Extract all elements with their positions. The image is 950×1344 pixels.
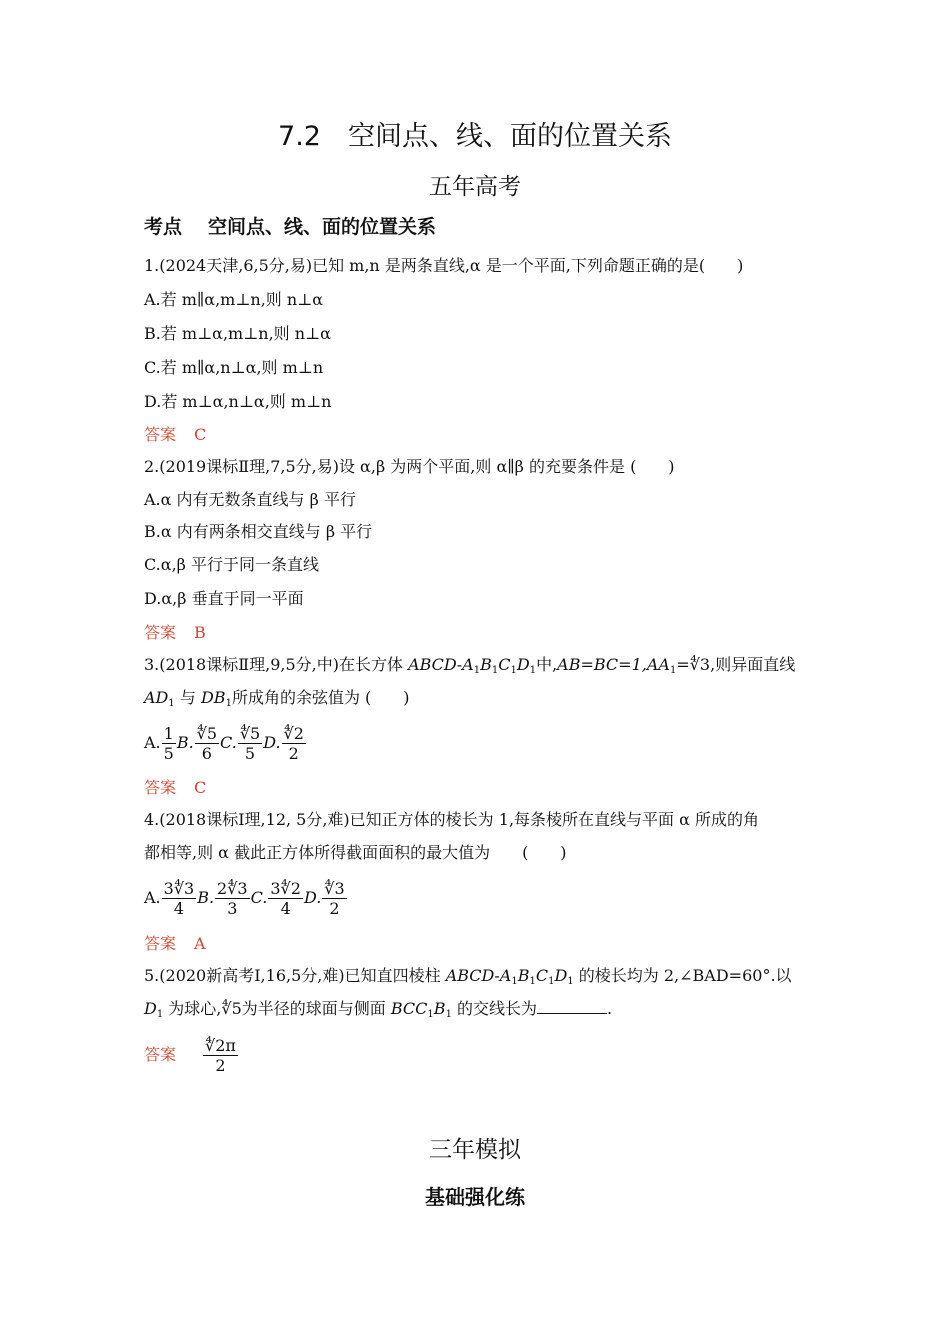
q4-options <box>144 875 348 921</box>
q5-stem2-mid2: 为半径的球面与侧面 <box>241 999 386 1018</box>
q1-option-c: C.若 m∥α,n⊥α,则 m⊥n <box>144 358 324 377</box>
answer-label: 答案 <box>144 778 177 797</box>
q3-stem-line2: $AD_1$ 与 $DB_1$所成角的余弦值为 ( ) <box>144 688 410 709</box>
q1-option-a: A.若 m∥α,m⊥n,则 n⊥α <box>144 290 324 309</box>
q1-option-b: B.若 m⊥α,m⊥n,则 n⊥α <box>144 324 331 343</box>
kaodian-heading <box>144 212 436 239</box>
q5-stem-line1: 5.(2020新高考Ⅰ,16,5分,难)已知直四棱柱 ABCD-$A_1B_1C_1D_1$ 的棱长均为 2,∠BAD=60°.以 <box>144 966 792 987</box>
q3-line2-end: 所成角的余弦值为 ( ) <box>231 688 410 707</box>
q3-options <box>144 720 307 766</box>
q4-option-a-label: A. <box>144 888 161 907</box>
q2-option-a: A.α 内有无数条直线与 β 平行 <box>144 490 356 509</box>
q2-option-d: D.α,β 垂直于同一平面 <box>144 589 304 608</box>
subsection-heading-basic: 基础强化练 <box>425 1185 525 1209</box>
q5-stem2-rad: ∜5 <box>221 999 242 1018</box>
q2-option-c: C.α,β 平行于同一条直线 <box>144 555 319 574</box>
q5-stem2-end: 的交线长为 <box>457 999 538 1018</box>
answer-label: 答案 <box>144 1045 177 1064</box>
q4-option-d-label: D. <box>303 888 322 907</box>
q5-stem2-mid: 为球心, <box>168 999 222 1018</box>
q3-option-b-frac: $\frac{∜5}{6}$ <box>196 723 218 763</box>
q3-stem-pre: 3.(2018课标Ⅱ理,9,5分,中)在长方体 <box>144 655 403 674</box>
q3-stem-eq: AB=BC=1,AA <box>557 655 670 674</box>
q1-answer <box>144 424 206 446</box>
q4-stem-line2: 都相等,则 α 截此正方体所得截面面积的最大值为 ( ) <box>144 843 567 862</box>
q5-stem1-post: 的棱长均为 2,∠BAD=60°.以 <box>578 966 792 985</box>
page-title: 7.2 空间点、线、面的位置关系 <box>278 121 672 152</box>
q3-stem-val: =∜3,则异面直线 <box>676 655 796 674</box>
q4-option-c-frac: $\frac{3∜2}{4}$ <box>270 878 301 918</box>
q1-option-d: D.若 m⊥α,n⊥α,则 m⊥n <box>144 392 332 411</box>
answer-blank <box>537 999 607 1014</box>
q3-stem-mid: 中, <box>536 655 558 674</box>
answer-label: 答案 <box>144 425 177 444</box>
q2-stem: 2.(2019课标Ⅱ理,7,5分,易)设 α,β 为两个平面,则 α∥β 的充要条件是 ( ) <box>144 457 675 476</box>
q1-answer-value: C <box>194 425 207 444</box>
q3-stem: 3.(2018课标Ⅱ理,9,5分,中)在长方体 ABCD-$A_1B_1C_1D_1$中$,AB=BC=1,AA_1=∜3$,则异面直线 <box>144 655 796 676</box>
q4-option-c-label: C. <box>250 888 268 907</box>
q2-answer-value: B <box>194 623 206 642</box>
q3-option-c-frac: $\frac{∜5}{5}$ <box>239 723 261 763</box>
q4-option-a-frac: $\frac{3∜3}{4}$ <box>163 878 195 918</box>
q4-answer <box>144 933 206 955</box>
q3-option-c-label: C. <box>220 733 237 752</box>
kaodian-label: 考点 <box>144 216 183 238</box>
section-heading-five-years: 五年高考 <box>429 174 521 200</box>
q4-answer-value: A <box>194 934 206 953</box>
q4-option-b-label: B. <box>197 888 215 907</box>
q5-stem-line2: $D_1$ 为球心,∜5为半径的球面与侧面 $BCC_1B_1$ 的交线长为 . <box>144 999 613 1020</box>
q3-line2-mid: 与 <box>179 688 196 707</box>
q3-option-a-label: A. <box>144 733 161 752</box>
q5-answer <box>144 1032 239 1078</box>
q4-stem-line1: 4.(2018课标Ⅰ理,12, 5分,难)已知正方体的棱长为 1,每条棱所在直线与平面 α 所成的角 <box>144 810 760 829</box>
q1-stem: 1.(2024天津,6,5分,易)已知 m,n 是两条直线,α 是一个平面,下列命题正确的是( ) <box>144 256 744 275</box>
q2-option-b: B.α 内有两条相交直线与 β 平行 <box>144 522 373 541</box>
q4-option-b-frac: $\frac{2∜3}{3}$ <box>217 878 248 918</box>
q3-answer <box>144 777 206 799</box>
q5-answer-frac: $\frac{∜2\pi}{2}$ <box>205 1035 236 1075</box>
q3-option-b-label: B. <box>176 733 194 752</box>
kaodian-text: 空间点、线、面的位置关系 <box>208 216 437 238</box>
q5-stem1-pre: 5.(2020新高考Ⅰ,16,5分,难)已知直四棱柱 <box>144 966 441 985</box>
section-heading-three-years: 三年模拟 <box>429 1137 521 1163</box>
answer-label: 答案 <box>144 934 177 953</box>
q3-option-d-label: D. <box>263 733 281 752</box>
q3-option-d-frac: $\frac{∜2}{2}$ <box>283 723 304 763</box>
q2-answer <box>144 622 206 644</box>
answer-label: 答案 <box>144 623 177 642</box>
q3-option-a-frac: $\frac{1}{5}$ <box>163 723 174 763</box>
q3-answer-value: C <box>194 778 207 797</box>
q4-option-d-frac: $\frac{∜3}{2}$ <box>324 878 345 918</box>
